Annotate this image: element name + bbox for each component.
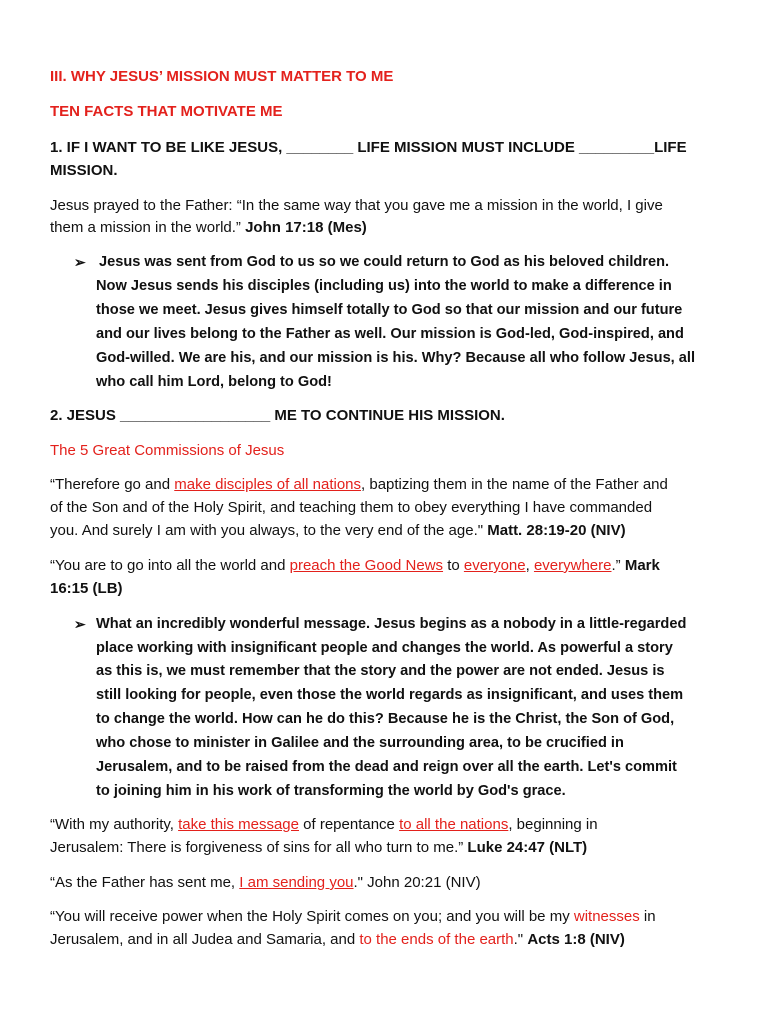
matt-text: , baptizing them in the name of the Father and (361, 476, 668, 493)
acts-reference: Acts 1:8 (NIV) (527, 931, 625, 948)
mark-reference: Mark (624, 557, 660, 574)
bullet1-line: Jesus was sent from God to us so we could return to God as his beloved children. (99, 254, 670, 270)
mark-highlight: everyone (463, 557, 526, 574)
bullet1-line: Now Jesus sends his disciples (including us) into the world to make a difference in (96, 278, 672, 294)
matt-highlight: make disciples of all nations (174, 476, 362, 493)
acts-text: Jerusalem, and in all Judea and Samaria, and (50, 931, 360, 948)
commissions-title: The 5 Great Commissions of Jesus (50, 442, 285, 459)
mark-highlight: preach the Good News (289, 557, 444, 574)
mark-text: to (443, 557, 464, 574)
matt-line2: of the Son and of the Holy Spirit, and teaching them to obey everything I have commanded (50, 499, 653, 516)
fact1-line1: 1. IF I WANT TO BE LIKE JESUS, ________ LIFE MISSION MUST INCLUDE _________LIFE (50, 139, 687, 156)
matt-text: you. And surely I am with you always, to the very end of the age." (50, 522, 488, 539)
bullet2-line: as this is, we must remember that the story and the power are not ended. Jesus is (96, 663, 665, 679)
matt-line3 (50, 521, 626, 541)
acts-text: “You will receive power when the Holy Spirit comes on you; and you will be my (50, 908, 574, 925)
mark-reference-line2: 16:15 (LB) (50, 580, 123, 597)
subtitle-heading: TEN FACTS THAT MOTIVATE ME (50, 103, 283, 120)
bullet2-line: who chose to minister in Galilee and the surrounding area, to be crucified in (96, 735, 624, 751)
mark-text: , (525, 557, 534, 574)
john-highlight: I am sending you (239, 874, 354, 891)
quote1-reference: John 17:18 (Mes) (245, 219, 367, 236)
luke-line1 (50, 815, 598, 835)
bullet2-line: Jerusalem, and to be raised from the dead and reign over all the earth. Let's commit (96, 759, 677, 775)
acts-highlight: witnesses (573, 908, 640, 925)
luke-text: , beginning in (508, 816, 598, 833)
bullet2-line: to joining him in his work of transforming the world by God's grace. (96, 783, 566, 799)
luke-text: Jerusalem: There is forgiveness of sins for all who turn to me.” (50, 839, 468, 856)
bullet1-line: those we meet. Jesus gives himself totally to God so that our mission and our future (96, 302, 683, 318)
acts-line1 (50, 907, 656, 927)
bullet1-line: and our lives belong to the Father as well. Our mission is God-led, God-inspired, and (96, 326, 684, 342)
mark-line1 (50, 556, 660, 576)
mark-text: “You are to go into all the world and (50, 557, 290, 574)
luke-highlight: take this message (178, 816, 299, 833)
luke-reference: Luke 24:47 (NLT) (467, 839, 588, 856)
bullet2-line: place working with insignificant people and changes the world. As powerful a story (96, 640, 673, 656)
bullet1-line: who call him Lord, belong to God! (96, 374, 332, 390)
matt-reference: Matt. 28:19-20 (NIV) (487, 522, 626, 539)
bullet2-line: What an incredibly wonderful message. Jesus begins as a nobody in a little-regarded (96, 616, 687, 632)
acts-highlight: to the ends of the earth (359, 931, 514, 948)
matt-line1 (50, 475, 668, 495)
fact1-line2: MISSION. (50, 162, 118, 179)
acts-line2 (50, 930, 625, 950)
mark-text: .” (611, 557, 625, 574)
john-text: ." John 20:21 (NIV) (353, 874, 481, 891)
bullet1-line: God-willed. We are his, and our mission is his. Why? Because all who follow Jesus, all (96, 350, 696, 366)
quote1-text: them a mission in the world.” (50, 219, 246, 236)
luke-text: “With my authority, (50, 816, 179, 833)
section-heading: III. WHY JESUS’ MISSION MUST MATTER TO ME (50, 68, 394, 85)
luke-text: of repentance (299, 816, 400, 833)
quote1-line2 (50, 218, 367, 238)
acts-text: ." (513, 931, 528, 948)
john-line (50, 873, 481, 893)
luke-highlight: to all the nations (399, 816, 509, 833)
luke-line2 (50, 838, 587, 858)
bullet2-line: still looking for people, even those the world regards as insignificant, and uses them (96, 687, 684, 703)
bullet2-line: to change the world. How can he do this? Because he is the Christ, the Son of God, (96, 711, 675, 727)
fact2-line: 2. JESUS __________________ ME TO CONTINUE HIS MISSION. (50, 407, 505, 424)
matt-text: “Therefore go and (50, 476, 175, 493)
arrow-bullet-icon: ➢ (74, 616, 86, 632)
mark-highlight: everywhere (533, 557, 612, 574)
arrow-bullet-icon: ➢ (74, 254, 86, 270)
acts-text: in (639, 908, 656, 925)
quote1-line1: Jesus prayed to the Father: “In the same way that you gave me a mission in the world, I give (50, 197, 663, 214)
john-text: “As the Father has sent me, (50, 874, 240, 891)
